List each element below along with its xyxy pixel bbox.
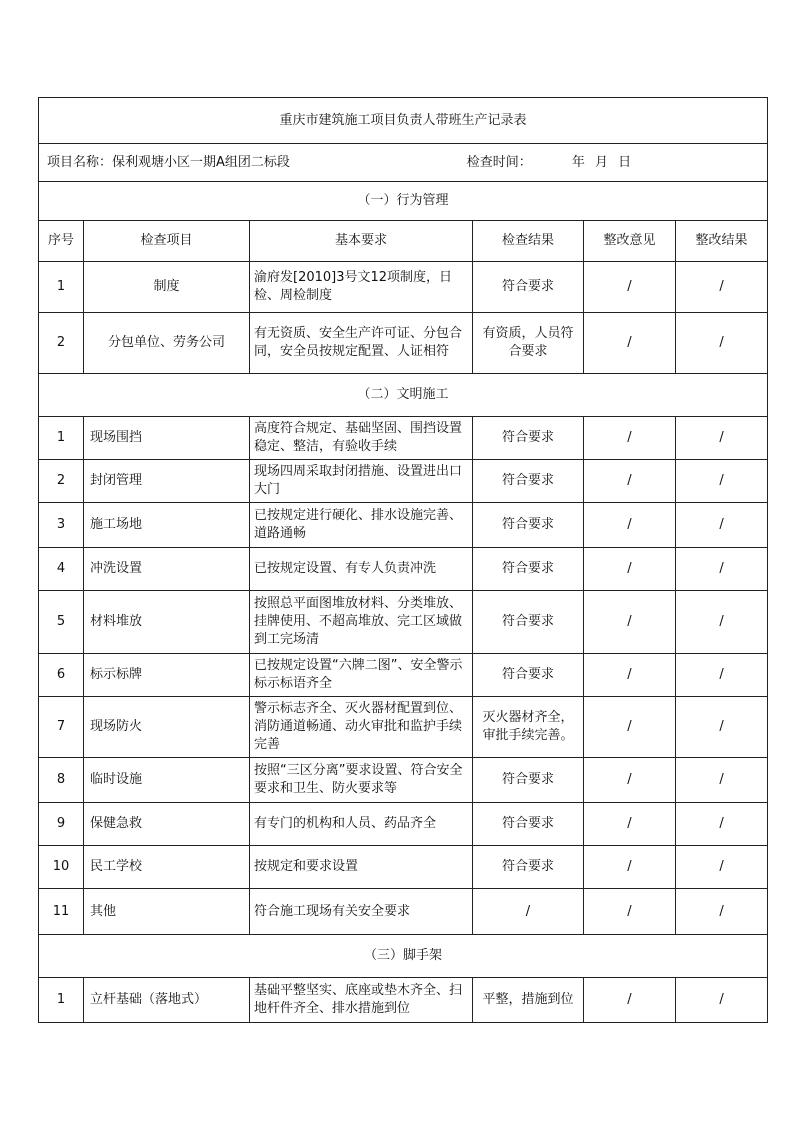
row-number: 3 (39, 503, 84, 548)
table-row (39, 460, 768, 503)
requirement: 按照总平面图堆放材料、分类堆放、挂牌使用、不超高堆放、完工区域做到工完场清 (250, 591, 473, 654)
rectify-result: / (676, 503, 768, 548)
row-number: 1 (39, 417, 84, 460)
rectify-result: / (676, 758, 768, 803)
check-item: 标示标牌 (84, 654, 250, 697)
column-header: 检查项目 (84, 221, 250, 262)
check-item: 现场围挡 (84, 417, 250, 460)
project-row (39, 144, 768, 182)
rectify-result: / (676, 417, 768, 460)
section-row (39, 935, 768, 978)
project-name-label: 项目名称： (47, 154, 113, 170)
requirement: 符合施工现场有关安全要求 (250, 889, 473, 935)
table-row (39, 503, 768, 548)
check-item: 临时设施 (84, 758, 250, 803)
table-row (39, 262, 768, 313)
check-result: 灭火器材齐全，审批手续完善。 (473, 697, 584, 758)
title-row (39, 98, 768, 144)
row-number: 5 (39, 591, 84, 654)
rectify-result: / (676, 262, 768, 313)
rectify-result: / (676, 654, 768, 697)
form-title: 重庆市建筑施工项目负责人带班生产记录表 (39, 98, 768, 144)
requirement: 警示标志齐全、灭火器材配置到位、消防通道畅通、动火审批和监护手续完善 (250, 697, 473, 758)
rectify-opinion: / (584, 654, 676, 697)
rectify-opinion: / (584, 262, 676, 313)
rectify-opinion: / (584, 697, 676, 758)
row-number: 2 (39, 460, 84, 503)
check-result: / (473, 889, 584, 935)
check-result: 平整，措施到位 (473, 978, 584, 1023)
row-number: 7 (39, 697, 84, 758)
check-item: 保健急救 (84, 803, 250, 846)
record-form (38, 97, 768, 1023)
check-time-label: 检查时间： (466, 154, 532, 170)
table-row (39, 803, 768, 846)
check-result: 符合要求 (473, 591, 584, 654)
table-row (39, 697, 768, 758)
check-result: 符合要求 (473, 758, 584, 803)
requirement: 现场四周采取封闭措施、设置进出口大门 (250, 460, 473, 503)
check-item: 分包单位、劳务公司 (84, 313, 250, 374)
table-row (39, 846, 768, 889)
rectify-opinion: / (584, 417, 676, 460)
table-row (39, 758, 768, 803)
check-item: 冲洗设置 (84, 548, 250, 591)
requirement: 已按规定设置“六牌二图”、安全警示标示标语齐全 (250, 654, 473, 697)
requirement: 已按规定设置、有专人负责冲洗 (250, 548, 473, 591)
check-item: 材料堆放 (84, 591, 250, 654)
row-number: 4 (39, 548, 84, 591)
check-date: 年 月 日 (571, 154, 632, 170)
check-item: 制度 (84, 262, 250, 313)
rectify-opinion: / (584, 503, 676, 548)
rectify-result: / (676, 697, 768, 758)
row-number: 1 (39, 262, 84, 313)
rectify-result: / (676, 591, 768, 654)
check-item: 施工场地 (84, 503, 250, 548)
row-number: 8 (39, 758, 84, 803)
rectify-result: / (676, 313, 768, 374)
section-row (39, 182, 768, 221)
check-result: 符合要求 (473, 846, 584, 889)
header-row (39, 221, 768, 262)
rectify-opinion: / (584, 591, 676, 654)
project-info (39, 144, 768, 182)
requirement: 已按规定进行硬化、排水设施完善、道路通畅 (250, 503, 473, 548)
requirement: 按规定和要求设置 (250, 846, 473, 889)
column-header: 整改意见 (584, 221, 676, 262)
check-item: 立杆基础（落地式） (84, 978, 250, 1023)
rectify-result: / (676, 460, 768, 503)
check-item: 民工学校 (84, 846, 250, 889)
table-row (39, 417, 768, 460)
table-row (39, 978, 768, 1023)
row-number: 1 (39, 978, 84, 1023)
row-number: 11 (39, 889, 84, 935)
requirement: 有专门的机构和人员、药品齐全 (250, 803, 473, 846)
rectify-opinion: / (584, 846, 676, 889)
column-header: 基本要求 (250, 221, 473, 262)
rectify-opinion: / (584, 548, 676, 591)
check-result: 符合要求 (473, 262, 584, 313)
check-result: 有资质，人员符合要求 (473, 313, 584, 374)
rectify-result: / (676, 846, 768, 889)
section-title: （二）文明施工 (39, 374, 768, 417)
column-header: 序号 (39, 221, 84, 262)
row-number: 10 (39, 846, 84, 889)
check-result: 符合要求 (473, 460, 584, 503)
check-result: 符合要求 (473, 548, 584, 591)
row-number: 6 (39, 654, 84, 697)
check-result: 符合要求 (473, 654, 584, 697)
check-result: 符合要求 (473, 417, 584, 460)
requirement: 高度符合规定、基础坚固、围挡设置稳定、整洁，有验收手续 (250, 417, 473, 460)
rectify-opinion: / (584, 803, 676, 846)
rectify-result: / (676, 803, 768, 846)
check-result: 符合要求 (473, 803, 584, 846)
section-title: （一）行为管理 (39, 182, 768, 221)
column-header: 整改结果 (676, 221, 768, 262)
check-item: 现场防火 (84, 697, 250, 758)
check-item: 其他 (84, 889, 250, 935)
row-number: 9 (39, 803, 84, 846)
rectify-opinion: / (584, 313, 676, 374)
section-row (39, 374, 768, 417)
section-title: （三）脚手架 (39, 935, 768, 978)
table-row (39, 548, 768, 591)
row-number: 2 (39, 313, 84, 374)
table-row (39, 591, 768, 654)
project-name-value: 保利观塘小区一期A组团二标段 (112, 154, 290, 170)
rectify-result: / (676, 548, 768, 591)
requirement: 基础平整坚实、底座或垫木齐全、扫地杆件齐全、排水措施到位 (250, 978, 473, 1023)
rectify-result: / (676, 978, 768, 1023)
requirement: 有无资质、安全生产许可证、分包合同，安全员按规定配置、人证相符 (250, 313, 473, 374)
table-row (39, 313, 768, 374)
check-item: 封闭管理 (84, 460, 250, 503)
table-row (39, 889, 768, 935)
table-row (39, 654, 768, 697)
column-header: 检查结果 (473, 221, 584, 262)
requirement: 按照“三区分离”要求设置、符合安全要求和卫生、防火要求等 (250, 758, 473, 803)
rectify-opinion: / (584, 889, 676, 935)
rectify-result: / (676, 889, 768, 935)
requirement: 渝府发[2010]3号文12项制度，日检、周检制度 (250, 262, 473, 313)
rectify-opinion: / (584, 978, 676, 1023)
rectify-opinion: / (584, 460, 676, 503)
check-result: 符合要求 (473, 503, 584, 548)
rectify-opinion: / (584, 758, 676, 803)
